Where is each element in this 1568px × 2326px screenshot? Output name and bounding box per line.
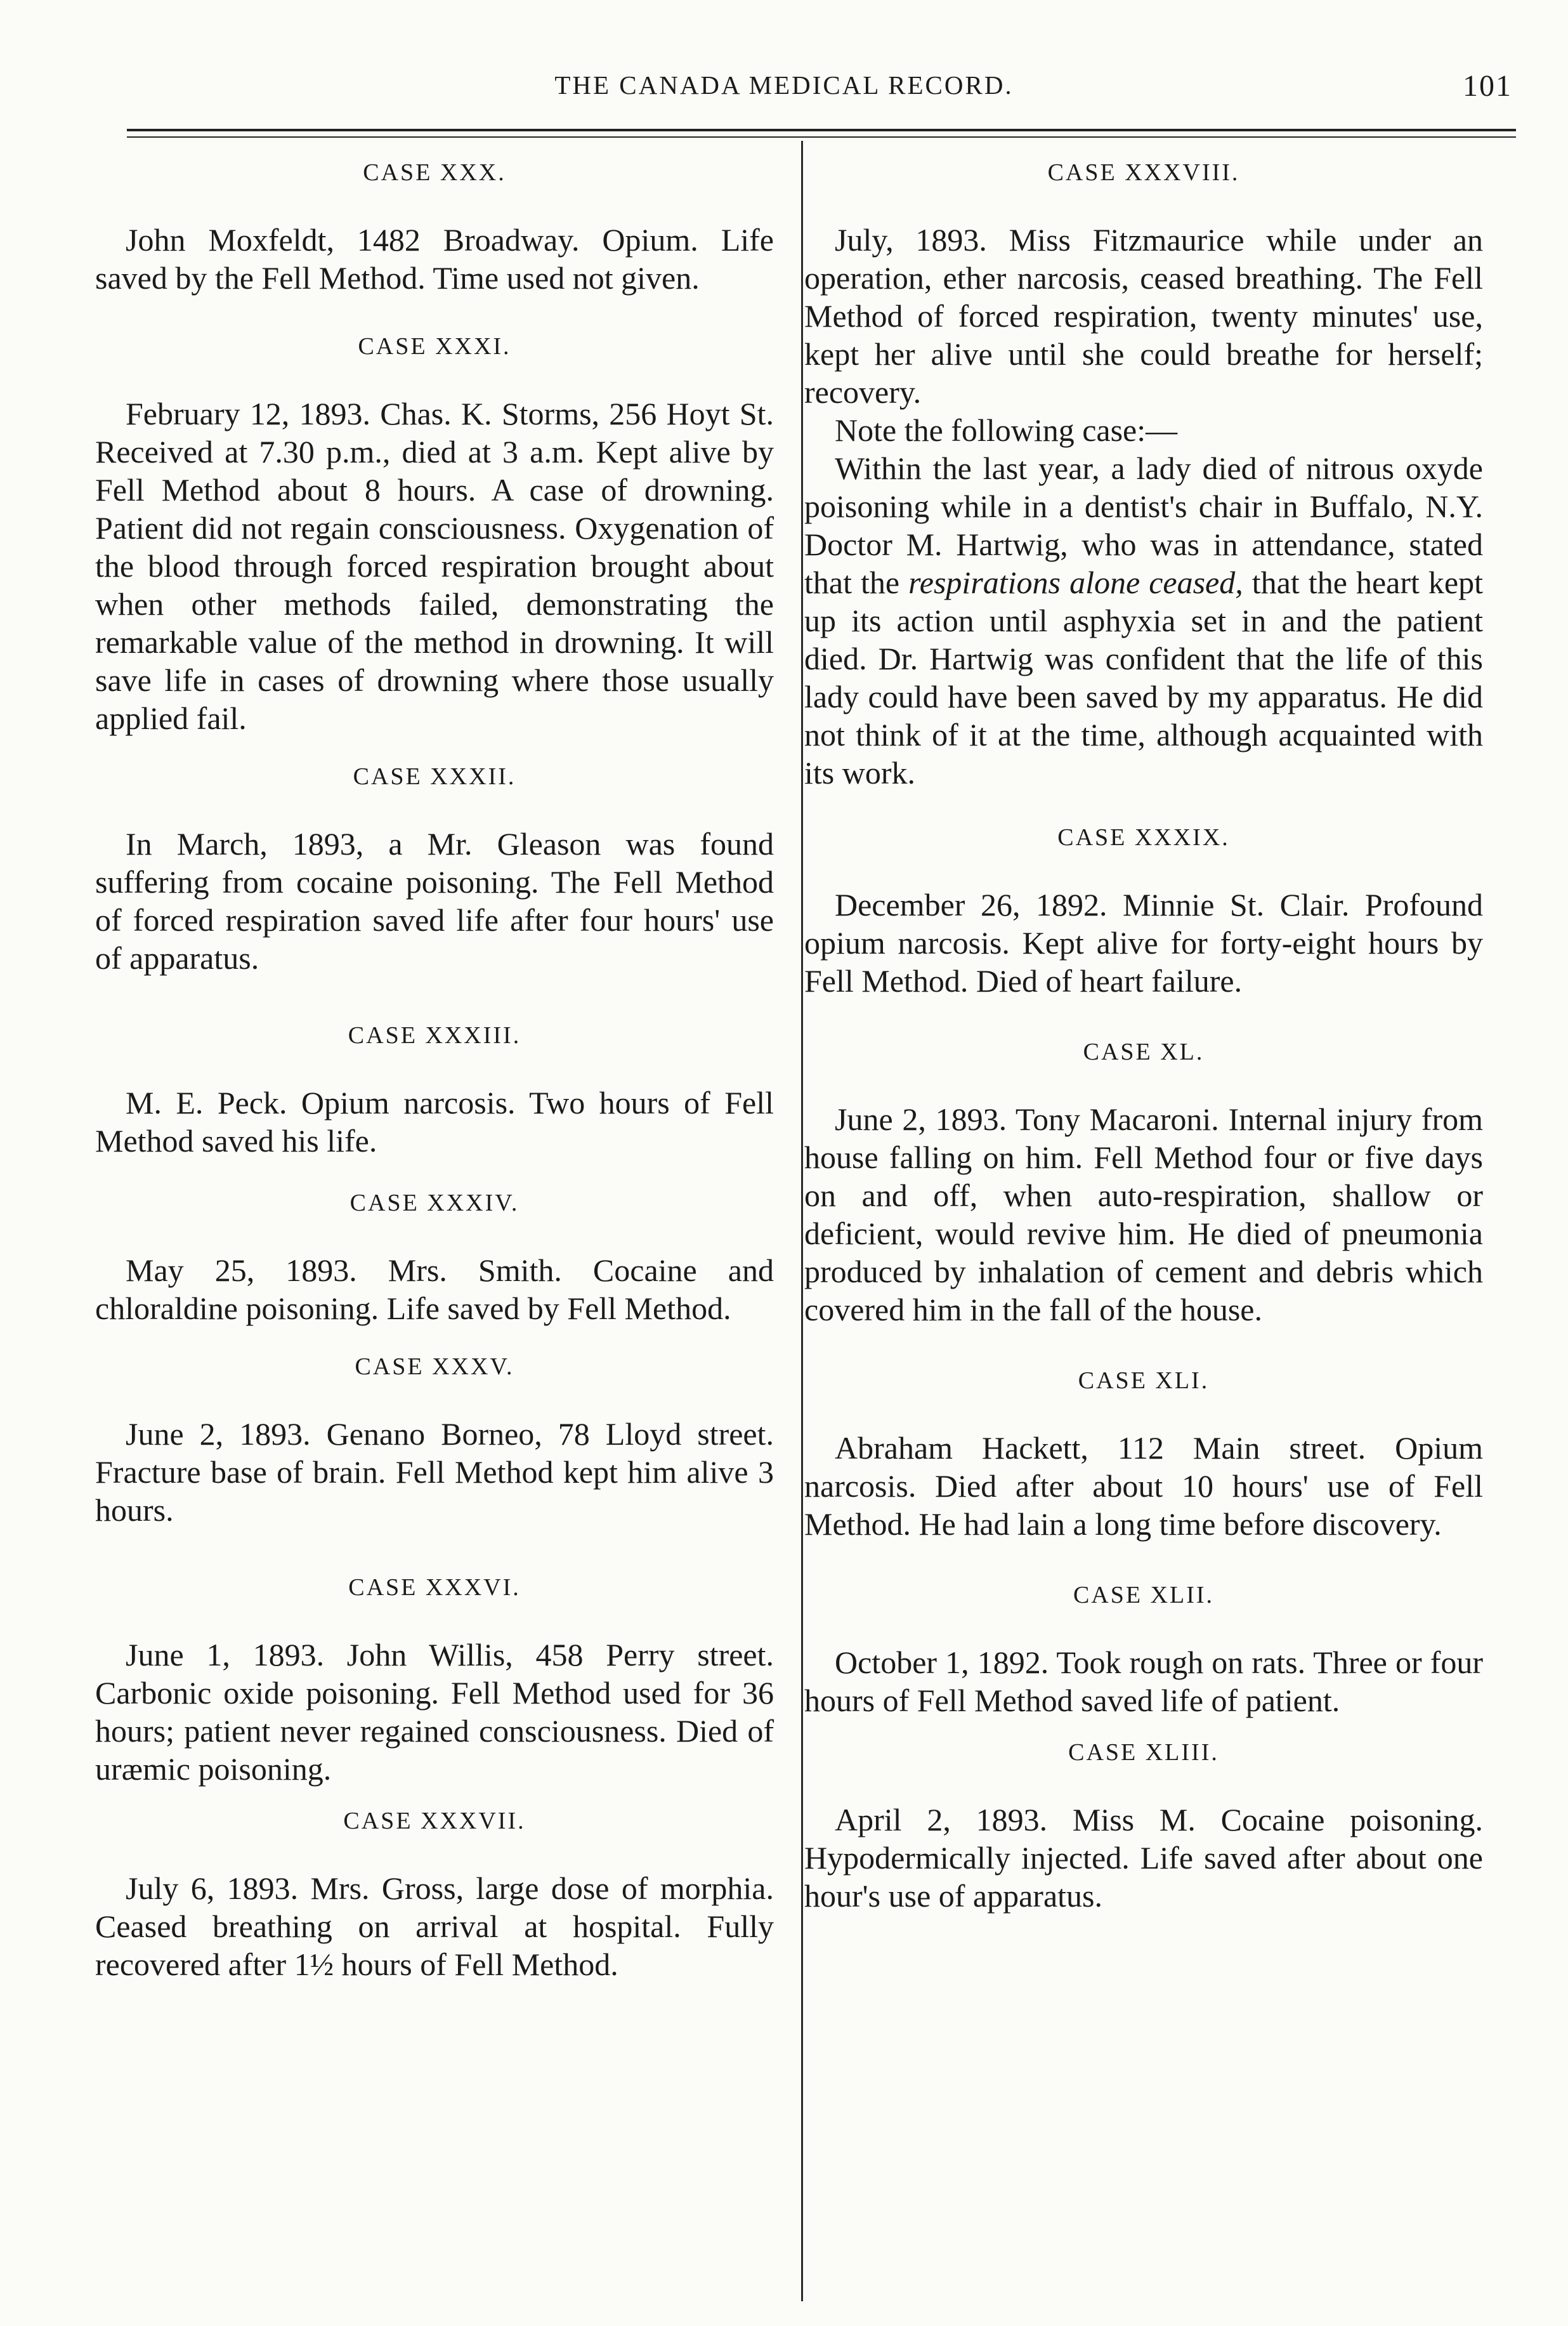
- case-text: December 26, 1892. Minnie St. Clair. Profound opium narcosis. Kept alive for forty-eight hours by Fell Method. Died of heart failure.: [804, 887, 1483, 999]
- case-text: M. E. Peck. Opium narcosis. Two hours of Fell Method saved his life.: [95, 1085, 774, 1159]
- note-paragraph: [804, 449, 1483, 792]
- case-39: [804, 824, 1483, 1000]
- case-heading: CASE XXX.: [363, 159, 506, 186]
- case-41: [804, 1367, 1483, 1543]
- header-rule-thick: [127, 129, 1516, 131]
- case-33: [95, 1022, 774, 1160]
- case-text: July 6, 1893. Mrs. Gross, large dose of morphia. Ceased breathing on arrival at hospital. Fully recovered after 1½ hours of Fell Method.: [95, 1870, 774, 1982]
- case-heading: CASE XXXV.: [355, 1353, 514, 1380]
- case-text: John Moxfeldt, 1482 Broadway. Opium. Life saved by the Fell Method. Time used not given.: [95, 222, 774, 296]
- case-heading: CASE XXXVI.: [348, 1574, 521, 1601]
- case-37: [95, 1807, 774, 1983]
- case-text: October 1, 1892. Took rough on rats. Three or four hours of Fell Method saved life of patient.: [804, 1645, 1483, 1718]
- case-heading: CASE XXXIII.: [348, 1022, 521, 1049]
- page-header: [0, 0, 1568, 146]
- case-32: [95, 763, 774, 977]
- case-heading: CASE XLI.: [1078, 1367, 1210, 1394]
- header-rule-thin: [127, 136, 1516, 138]
- case-heading: CASE XLII.: [1073, 1582, 1215, 1608]
- case-43: [804, 1738, 1483, 1915]
- case-text: June 1, 1893. John Willis, 458 Perry street. Carbonic oxide poisoning. Fell Method used for 36 hours; patient never regained consciousness. Died of uræmic poisoning.: [95, 1637, 774, 1787]
- case-heading: CASE XLIII.: [1068, 1739, 1219, 1766]
- note-text-part1: Within the last year, a lady died of nitrous oxyde poisoning while in a dentist's chair in Buffalo, N.Y. Doctor M. Hartwig, who was in attendance, stated that the: [804, 450, 1483, 600]
- note-intro: Note the following case:—: [835, 412, 1178, 448]
- case-text: Abraham Hackett, 112 Main street. Opium narcosis. Died after about 10 hours' use of Fell Method. He had lain a long time before discovery.: [804, 1430, 1483, 1542]
- case-text: May 25, 1893. Mrs. Smith. Cocaine and chloraldine poisoning. Life saved by Fell Method.: [95, 1252, 774, 1326]
- left-column: [95, 159, 774, 1983]
- case-heading: CASE XXXI.: [358, 333, 511, 360]
- case-text: June 2, 1893. Genano Borneo, 78 Lloyd street. Fracture base of brain. Fell Method kept him alive 3 hours.: [95, 1416, 774, 1528]
- case-heading: CASE XXXIV.: [350, 1190, 519, 1216]
- case-heading: CASE XXXII.: [353, 763, 516, 790]
- case-35: [95, 1353, 774, 1529]
- case-34: [95, 1189, 774, 1327]
- case-heading: CASE XXXVII.: [343, 1808, 526, 1834]
- case-text: June 2, 1893. Tony Macaroni. Internal injury from house falling on him. Fell Method four or five days on and off, when auto-respiration, shallow or deficient, would revive him. He died of pneumonia produced by inhalation of cement and debris which covered him in the fall of the house.: [804, 1101, 1483, 1327]
- case-heading: CASE XXXVIII.: [1047, 159, 1240, 186]
- case-38: [804, 159, 1483, 792]
- case-text: In March, 1893, a Mr. Gleason was found suffering from cocaine poisoning. The Fell Method of forced respiration saved life after four hours' use of apparatus.: [95, 826, 774, 976]
- case-31: [95, 332, 774, 737]
- note-italic-phrase: respirations alone ceased,: [908, 565, 1243, 600]
- case-text: July, 1893. Miss Fitzmaurice while under an operation, ether narcosis, ceased breathing. The Fell Method of forced respiration, twenty minutes' use, kept her alive until she could breathe for herself; recovery.: [804, 222, 1483, 410]
- case-heading: CASE XXXIX.: [1057, 824, 1230, 851]
- journal-title: THE CANADA MEDICAL RECORD.: [554, 70, 1014, 100]
- case-text: February 12, 1893. Chas. K. Storms, 256 Hoyt St. Received at 7.30 p.m., died at 3 a.m. Kept alive by Fell Method about 8 hours. A case of drowning. Patient did not regain consciousness. Oxygenation of the blood through forced respiration brought about when other methods failed, demonstrating the remarkable value of the method in drowning. It will save life in cases of drowning where those usually applied fail.: [95, 396, 774, 736]
- note-text-part2: that the heart kept up its action until asphyxia set in and the patient died. Dr. Hartwig was confident that the life of this lady could have been saved by my apparatus. He did not think of it at the time, although acquainted with its work.: [804, 565, 1483, 791]
- right-column: [804, 159, 1483, 1915]
- page-number: 101: [1463, 69, 1512, 103]
- case-heading: CASE XL.: [1083, 1039, 1205, 1065]
- case-text: April 2, 1893. Miss M. Cocaine poisoning. Hypodermically injected. Life saved after about one hour's use of apparatus.: [804, 1802, 1483, 1914]
- case-30: [95, 159, 774, 297]
- case-40: [804, 1038, 1483, 1329]
- case-42: [804, 1581, 1483, 1719]
- column-divider: [801, 141, 803, 2301]
- case-36: [95, 1574, 774, 1788]
